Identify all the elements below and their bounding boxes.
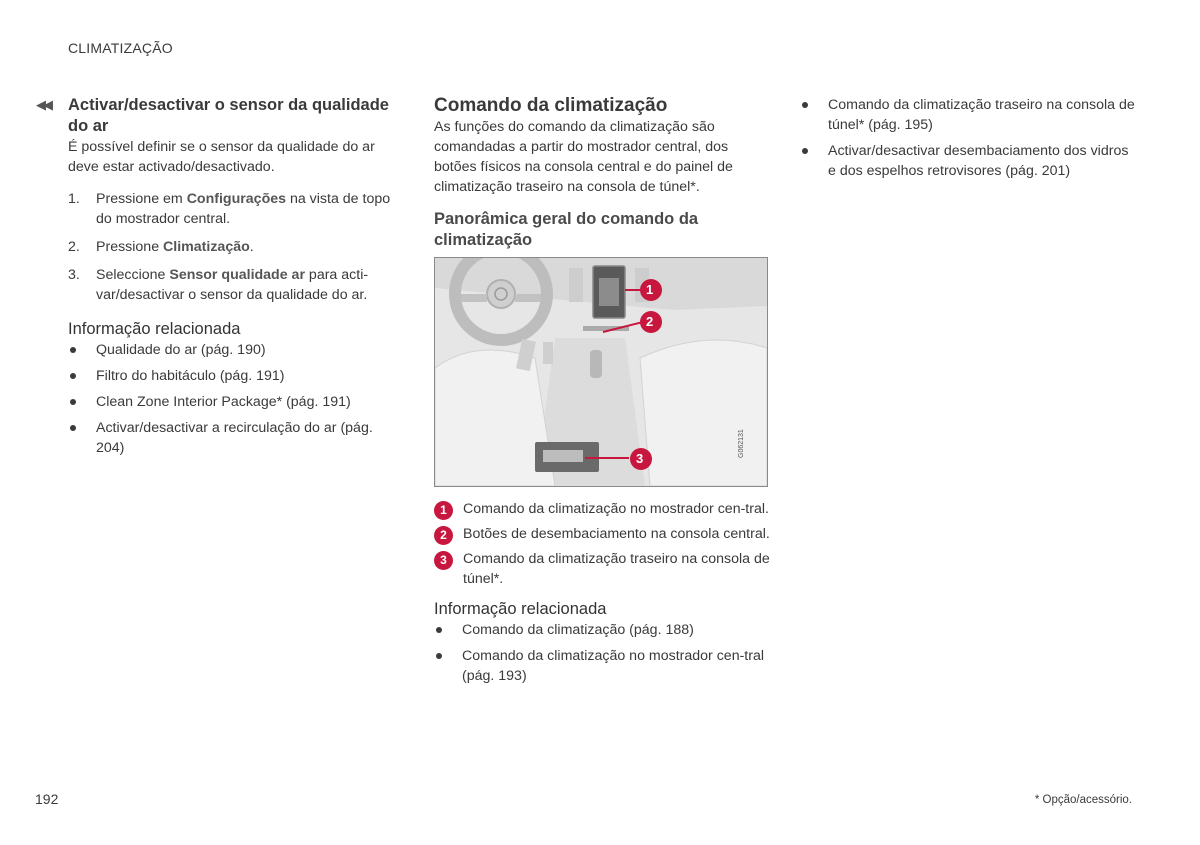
section-intro: É possível definir se o sensor da qualidade do ar deve estar activado/desactivado.: [68, 139, 375, 175]
related-links-list: [68, 340, 398, 458]
step-menu-label: Climatização: [163, 239, 250, 255]
callout-list: [434, 499, 770, 589]
related-link[interactable]: Activar/desactivar desembaciamento dos vidros e dos espelhos retrovisores (pág. 201): [800, 141, 1140, 181]
page-number: 192: [35, 791, 59, 807]
related-link[interactable]: Qualidade do ar (pág. 190): [68, 340, 398, 360]
car-interior-drawing: [435, 258, 767, 486]
related-link[interactable]: Filtro do habitáculo (pág. 191): [68, 366, 398, 386]
section-intro: As funções do comando da climatização são comandadas a partir do mostrador central, dos botões físicos na consola central e do painel de climatização traseiro na consola de túnel*.: [434, 119, 733, 195]
callout-item: [434, 499, 770, 519]
step-text: para acti-var/desactivar o sensor da qualidade do ar.: [96, 267, 369, 303]
callout-badge: 2: [434, 526, 453, 545]
callout-item: [434, 524, 770, 544]
step-item: [68, 265, 398, 305]
step-menu-label: Sensor qualidade ar: [169, 267, 305, 283]
callout-badge: 1: [434, 501, 453, 520]
marker-3-label: 3: [636, 451, 644, 466]
section-heading-climate-control: Comando da climatização: [434, 95, 668, 116]
step-item: [68, 237, 398, 257]
page-header-title: CLIMATIZAÇÃO: [68, 40, 173, 56]
callout-text: Botões de desembaciamento na consola central.: [463, 526, 770, 542]
step-text: Seleccione: [96, 267, 170, 283]
step-text: na vista de topo do mostrador central.: [96, 191, 391, 227]
step-number: 3.: [68, 267, 80, 283]
step-text: Pressione: [96, 239, 164, 255]
related-info-heading: Informação relacionada: [68, 320, 241, 338]
marker-1-label: 1: [646, 282, 654, 297]
related-link[interactable]: Comando da climatização (pág. 188): [434, 620, 770, 640]
callout-text: Comando da climatização traseiro na consola de túnel*.: [463, 551, 770, 587]
column-climate-control: [434, 95, 770, 692]
step-menu-label: Configurações: [186, 191, 287, 207]
footnote-option-accessory: * Opção/acessório.: [1034, 794, 1132, 806]
related-link[interactable]: Comando da climatização no mostrador cen-tral (pág. 193): [434, 646, 770, 686]
double-chevron-left-icon[interactable]: ◀◀: [36, 97, 50, 112]
step-text: Pressione em: [96, 191, 187, 207]
callout-item: [434, 549, 770, 589]
steps-list: [68, 189, 398, 305]
column-continued-links: [800, 95, 1140, 187]
figure-code: G062131: [738, 429, 745, 458]
related-link[interactable]: Clean Zone Interior Package* (pág. 191): [68, 392, 398, 412]
column-air-quality-sensor: [68, 95, 398, 464]
step-item: [68, 189, 398, 229]
step-number: 1.: [68, 191, 80, 207]
related-links-list: [434, 620, 770, 686]
related-info-heading: Informação relacionada: [434, 600, 607, 618]
callout-text: Comando da climatização no mostrador cen-tral.: [463, 501, 769, 517]
overview-subheading: Panorâmica geral do comando da climatização: [434, 210, 699, 249]
callout-badge: 3: [434, 551, 453, 570]
section-heading-air-quality-sensor: Activar/desactivar o sensor da qualidade do ar: [68, 96, 389, 135]
car-interior-illustration: [434, 257, 768, 487]
related-link[interactable]: Comando da climatização traseiro na consola de túnel* (pág. 195): [800, 95, 1140, 135]
related-link[interactable]: Activar/desactivar a recirculação do ar (pág. 204): [68, 418, 398, 458]
related-links-list-continued: [800, 95, 1140, 181]
step-text: .: [249, 239, 254, 255]
marker-2-label: 2: [646, 314, 654, 329]
step-number: 2.: [68, 239, 80, 255]
